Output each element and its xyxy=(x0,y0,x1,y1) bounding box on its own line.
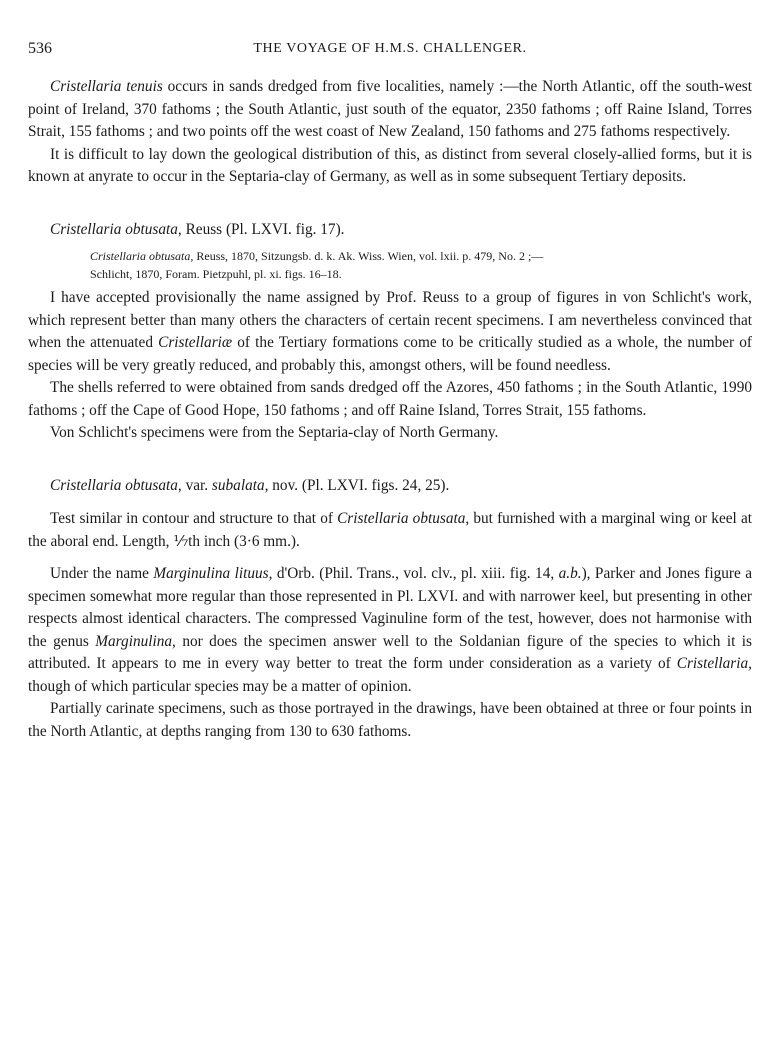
paragraph-subalata-localities: Partially carinate specimens, such as those portrayed in the drawings, have been obtained at three or four points in the North Atlantic, at depths ranging from 130 to 630 fathoms. xyxy=(28,700,752,740)
species-name: Cristellaria obtusata, xyxy=(50,220,182,238)
species-heading-subalata: Cristellaria obtusata, var. subalata, nov. (Pl. LXVI. figs. 24, 25). xyxy=(50,476,450,494)
paragraph-obtusata-localities: The shells referred to were obtained from sands dredged off the Azores, 450 fathoms ; in the South Atlantic, 1990 fathoms ; off the Cape of Good Hope, 150 fathoms ; and off Raine Island, Torres Strait, 155 fathoms. xyxy=(28,379,752,419)
page-header xyxy=(28,40,752,70)
paragraph-obtusata-schlicht: Von Schlicht's specimens were from the Septaria-clay of North Germany. xyxy=(50,424,499,441)
species-heading-obtusata: Cristellaria obtusata, Reuss (Pl. LXVI. fig. 17). xyxy=(50,220,345,238)
paragraph-subalata-discussion: Under the name Marginulina lituus, d'Orb. (Phil. Trans., vol. clv., pl. xiii. fig. 14, a.b.), Parker and Jones figure a specimen somewhat more regular than those represented in Pl. LXVI. and with narrower keel, but presenting in other respects almost identical characters. The compressed Vaginuline form of the test, however, does not harmonise with the genus Marginulina, nor does the specimen answer well to the Soldanian figure of the species to which it is attributed. It appears to me in every way better to treat the form under consideration as a variety of Cristellaria, though of which particular species may be a matter of opinion. xyxy=(28,565,752,695)
taxon-name: Cristellaria tenuis xyxy=(50,78,163,95)
paragraph-obtusata-discussion: I have accepted provisionally the name assigned by Prof. Reuss to a group of figures in von Schlicht's work, which represent better than many others the characters of certain recent specimens. I am nevertheless convinced that when the attenuated Cristellariæ of the Tertiary formations come to be critically studied as a whole, the number of species will be very greatly reduced, and probably this, amongst others, will be found needless. xyxy=(28,289,752,374)
synonymy-reference: Cristellaria obtusata, Reuss, 1870, Sitzungsb. d. k. Ak. Wiss. Wien, vol. lxii. p. 479, No. 2 ;— xyxy=(90,249,544,263)
synonymy-reference-continued: Schlicht, 1870, Foram. Pietzpuhl, pl. xi. figs. 16–18. xyxy=(90,267,342,281)
running-head: THE VOYAGE OF H.M.S. CHALLENGER. xyxy=(253,41,527,56)
paragraph-subalata-description: Test similar in contour and structure to that of Cristellaria obtusata, but furnished with a marginal wing or keel at the aboral end. Length, ⅐th inch (3·6 mm.). xyxy=(28,510,752,550)
page-number: 536 xyxy=(28,40,52,57)
paragraph-tenuis-geology: It is difficult to lay down the geological distribution of this, as distinct from several closely-allied forms, but it is known at anyrate to occur in the Septaria-clay of Germany, as well as in some subsequent Tertiary deposits. xyxy=(28,145,752,185)
page xyxy=(28,40,752,743)
paragraph-tenuis-distribution: Cristellaria tenuis occurs in sands dredged from five localities, namely :—the North Atlantic, off the south-west point of Ireland, 370 fathoms ; the South Atlantic, just south of the equator, 2350 fathoms ; off Raine Island, Torres Strait, 155 fathoms ; and two points off the west coast of New Zealand, 150 fathoms and 275 fathoms respectively. xyxy=(28,78,752,140)
